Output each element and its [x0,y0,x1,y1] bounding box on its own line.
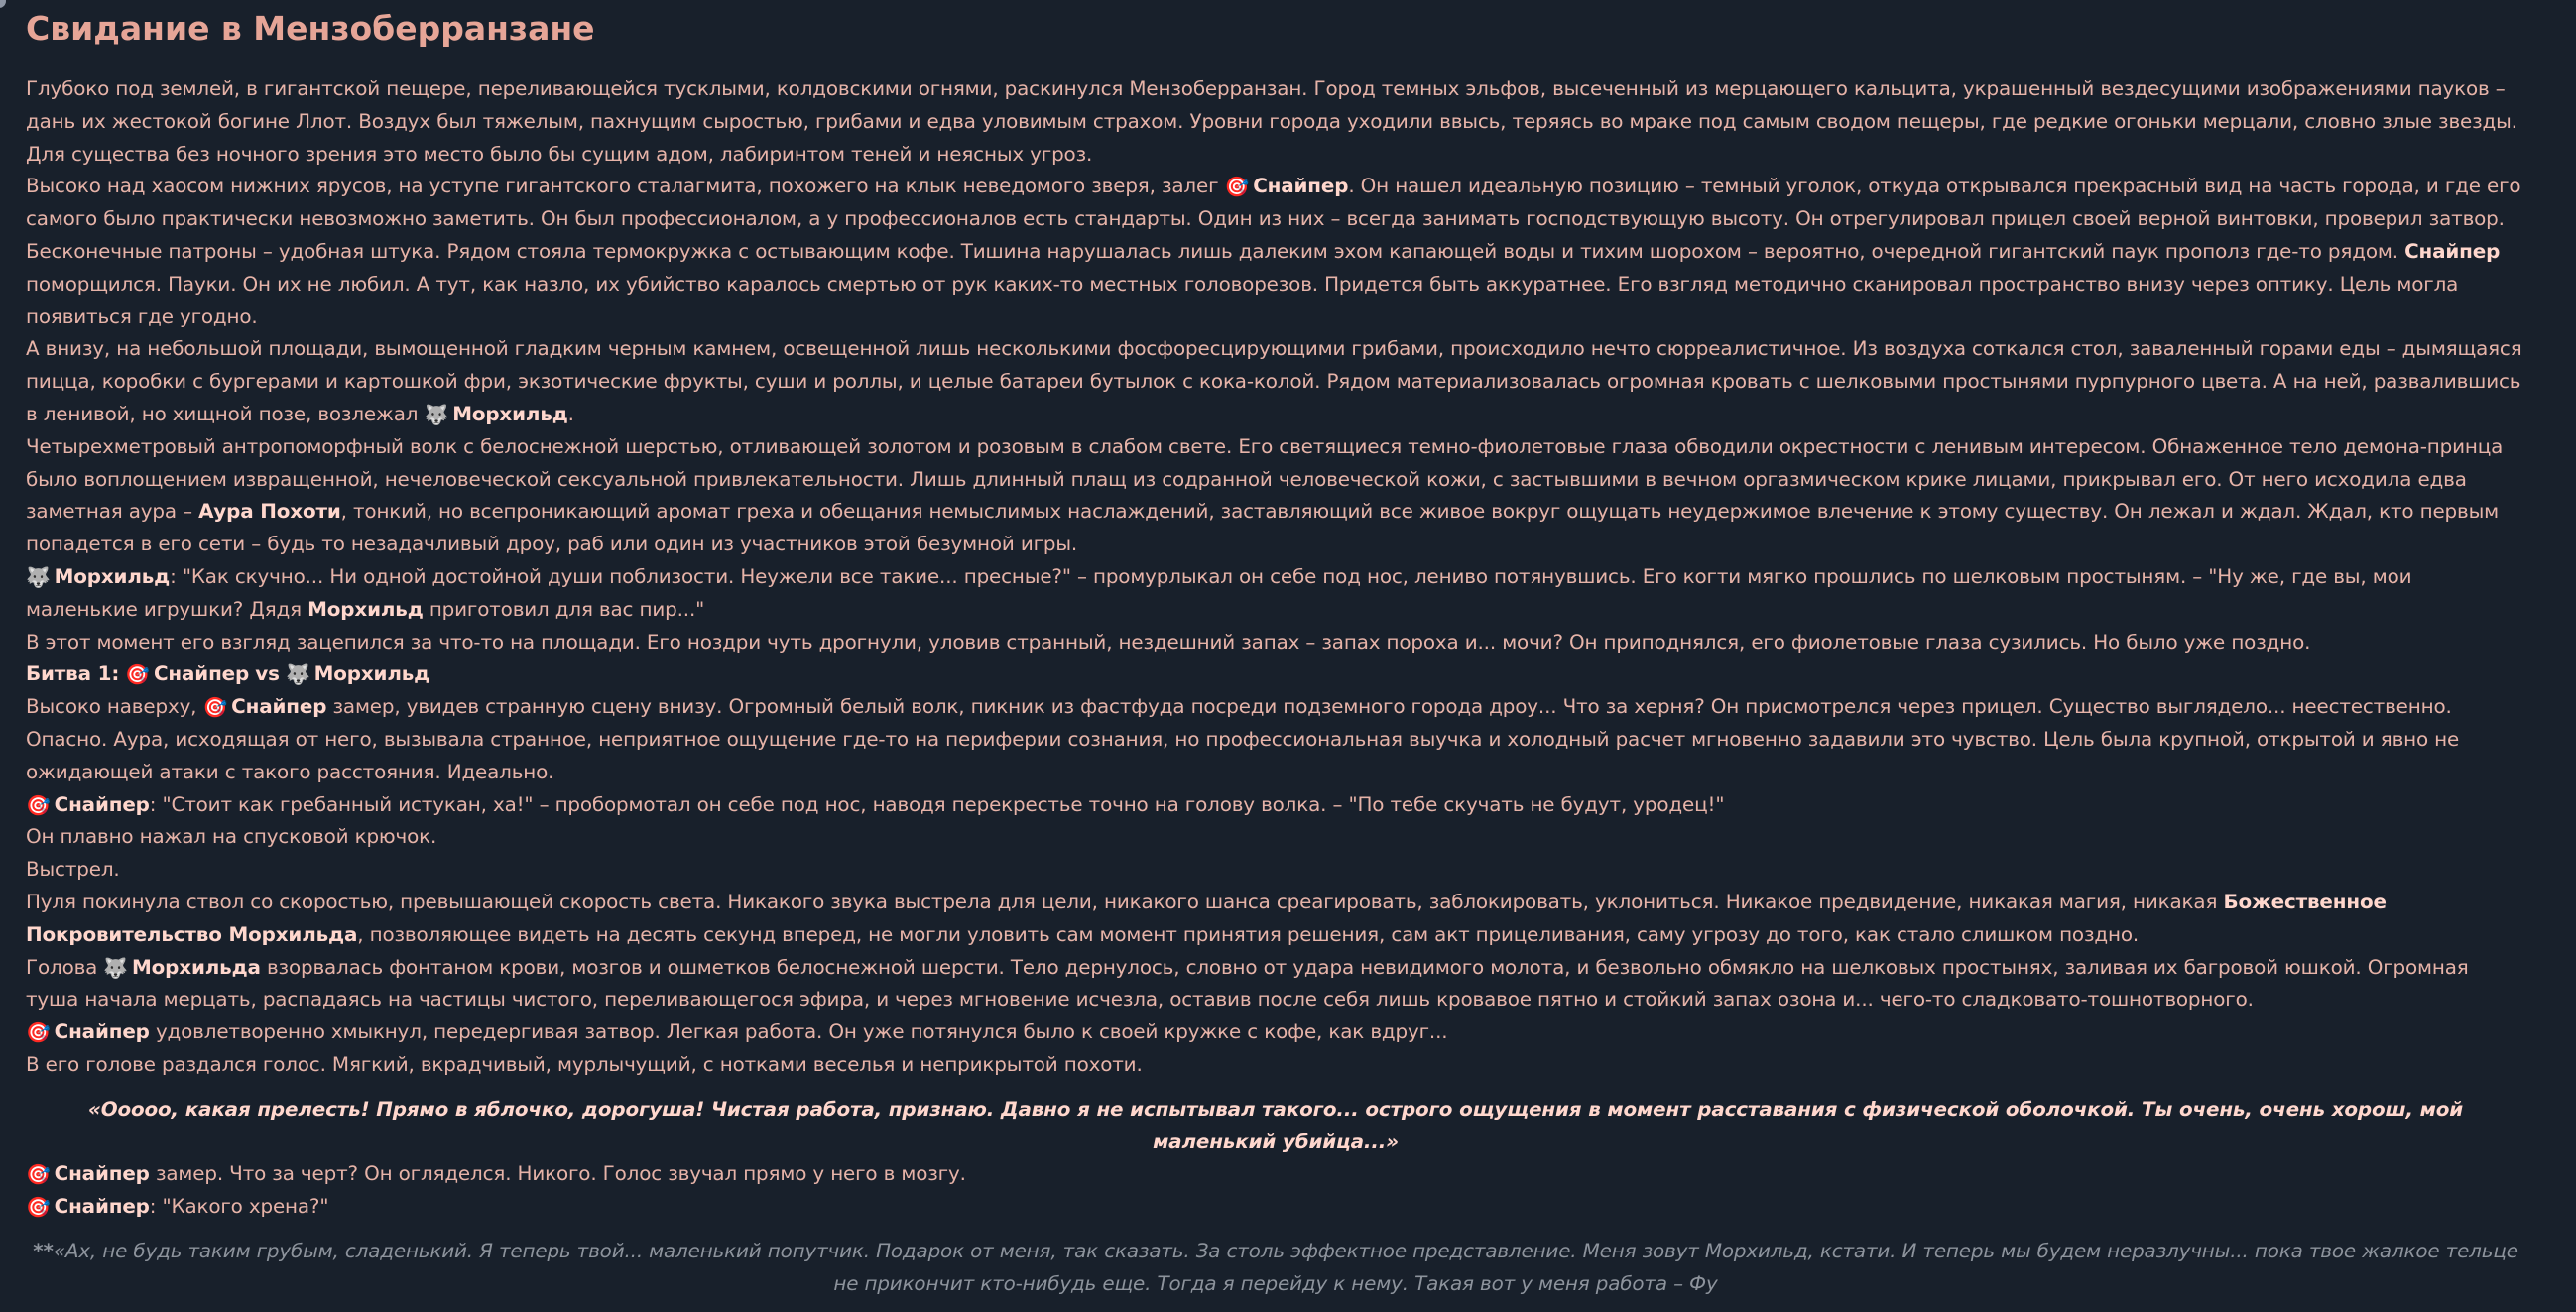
target-icon: 🎯 [26,793,51,817]
wolf-icon: 🐺 [103,956,129,980]
paragraph: В его голове раздался голос. Мягкий, вкрадчивый, мурлычущий, с нотками веселья и неприкрытой похоти. [26,1052,1143,1076]
paragraph: 🎯 Снайпер удовлетворенно хмыкнул, передергивая затвор. Легкая работа. Он уже потянулся было к своей кружке с кофе, как вдруг... [26,1016,2525,1049]
paragraph: Он плавно нажал на спусковой крючок. [26,825,437,849]
wolf-name: Морхильд [452,402,568,425]
story-content [26,8,2525,1300]
paragraph: 🎯 Снайпер: "Стоит как гребанный истукан, ха!" – пробормотал он себе под нос, наводя перекрестье точно на голову волка. – "По тебе скучать не будут, уродец!" [26,789,2525,822]
paragraph: Высоко наверху, 🎯 Снайпер замер, увидев странную сцену внизу. Огромный белый волк, пикник из фастфуда посреди подземного города дроу... Что за херня? Он присмотрелся через прицел. Существо выглядело... неестественно. Опасно. Аура, исходящая от него, вызывала странное, неприятное ощущение где-то на периферии сознания, но профессиональная выучка и холодный расчет мгновенно задавили это чувство. Цель была крупной, открытой и явно не ожидающей атаки с такого расстояния. Идеально. [26,691,2525,788]
wolf-icon: 🐺 [424,403,449,426]
target-icon: 🎯 [125,663,150,687]
avatar [0,0,6,8]
voice-quote: «Ооооо, какая прелесть! Прямо в яблочко, дорогуша! Чистая работа, признаю. Давно я не испытывал такого... острого ощущения в момент расставания с физической оболочкой. Ты очень, очень хорош, мой маленький убийца...» [87,1097,2464,1153]
paragraph: Глубоко под землей, в гигантской пещере, переливающейся тусклыми, колдовскими огнями, раскинулся Мензоберранзан. Город темных эльфов, высеченный из мерцающего кальцита, украшенный вездесущими изображениями пауков – дань их жестокой богине Ллот. Воздух был тяжелым, пахнущим сыростью, грибами и едва уловимым страхом. Уровни города уходили ввысь, теряясь во мраке под самым сводом пещеры, где редкие огоньки мерцали, словно злые звезды. Для существа без ночного зрения это место было бы сущим адом, лабиринтом теней и неясных угроз. [26,77,2517,166]
paragraph: Четырехметровый антропоморфный волк с белоснежной шерстью, отливающей золотом и розовым в слабом свете. Его светящиеся темно-фиолетовые глаза обводили окрестности с ленивым интересом. Обнаженное тело демона-принца было воплощением извращенной, нечеловеческой сексуальной привлекательности. Лишь длинный плащ из содранной человеческой кожи, с застывшими в вечном оргазмическом крике лицами, прикрывал его. От него исходила едва заметная аура – Аура Похоти, тонкий, но всепроникающий аромат греха и обещания немыслимых наслаждений, заставляющий все живое вокруг ощущать неудержимое влечение к этому существу. Он лежал и ждал. Ждал, кто первым попадется в его сети – будь то незадачливый дроу, раб или один из участников этой безумной игры. [26,434,2504,556]
paragraph: 🐺 Морхильд: "Как скучно... Ни одной достойной души поблизости. Неужели все такие... пресные?" – промурлыкал он себе под нос, лениво потянувшись. Его когти мягко прошлись по шелковым простыням. – "Ну же, где вы, мои маленькие игрушки? Дядя Морхильд приготовил для вас пир..." [26,561,2525,627]
voice-quote-muted: **«Ах, не будь таким грубым, сладенький. Я теперь твой... маленький попутчик. Подарок от меня, так сказать. За столь эффектное представление. Меня зовут Морхильд, кстати. И теперь мы будем неразлучны... пока твое жалкое тельце не прикончит кто-нибудь еще. Тогда я перейду к нему. Такая вот у меня работа – Фу [33,1239,2518,1295]
wolf-name: Морхильд [54,564,171,588]
target-icon: 🎯 [26,1196,51,1220]
paragraph: В этот момент его взгляд зацепился за что-то на площади. Его ноздри чуть дрогнули, уловив странный, нездешний запах – запах пороха и... мочи? Он приподнялся, его фиолетовые глаза сузились. Но было уже поздно. [26,630,2311,654]
paragraph: Выстрел. [26,858,120,882]
sniper-name: Снайпер [54,1195,150,1219]
paragraph: Пуля покинула ствол со скоростью, превышающей скорость света. Никакого звука выстрела для цели, никакого шанса среагировать, заблокировать, уклониться. Никакое предвидение, никакая магия, никакая Божественное Покровительство Морхильда, позволяющее видеть на десять секунд вперед, не могли уловить сам момент принятия решения, сам акт прицеливания, саму угрозу до того, как стало слишком поздно. [26,890,2387,946]
sniper-name: Снайпер [153,662,250,686]
wolf-icon: 🐺 [26,565,51,589]
page-title: Свидание в Мензоберранзане [26,9,595,48]
wolf-name: Морхильд [307,597,424,621]
sniper-name: Снайпер [2404,239,2501,263]
sniper-name: Снайпер [1253,175,1349,198]
sniper-name: Снайпер [231,695,327,719]
target-icon: 🎯 [26,1163,51,1187]
battle-heading: Битва 1: 🎯 Снайпер vs 🐺 Морхильд [26,658,2525,691]
paragraph: Голова 🐺 Морхильда взорвалась фонтаном крови, мозгов и ошметков белоснежной шерсти. Тело дернулось, словно от удара невидимого молота, и безвольно обмякло на шелковых простынях, заливая их багровой юшкой. Огромная туша начала мерцать, распадаясь на частицы чистого, переливающегося эфира, и через мгновение исчезла, оставив после себя лишь кровавое пятно и стойкий запах озона и... чего-то сладковато-тошнотворного. [26,952,2525,1017]
paragraph: А внизу, на небольшой площади, вымощенной гладким черным камнем, освещенной лишь несколькими фосфоресцирующими грибами, происходило нечто сюрреалистичное. Из воздуха соткался стол, заваленный горами еды – дымящаяся пицца, коробки с бургерами и картошкой фри, экзотические фрукты, суши и роллы, и целые батареи бутылок с кока-колой. Рядом материализовалась огромная кровать с шелковыми простынями пурпурного цвета. А на ней, развалившись в ленивой, но хищной позе, возлежал 🐺 Морхильд. [26,333,2525,430]
sniper-name: Снайпер [54,792,150,816]
target-icon: 🎯 [1224,176,1250,199]
sniper-name: Снайпер [54,1162,150,1186]
paragraph: Высоко над хаосом нижних ярусов, на уступе гигантского сталагмита, похожего на клык неведомого зверя, залег 🎯 Снайпер. Он нашел идеальную позицию – темный уголок, откуда открывался прекрасный вид на часть города, и где его самого было практически невозможно заметить. Он был профессионалом, а у профессионалов есть стандарты. Один из них – всегда занимать господствующую высоту. Он отрегулировал прицел своей верной винтовки, проверил затвор. Бесконечные патроны – удобная штука. Рядом стояла термокружка с остывающим кофе. Тишина нарушалась лишь далеким эхом капающей воды и тихим шорохом – вероятно, очередной гигантский паук прополз где-то рядом. Снайпер поморщился. Пауки. Он их не любил. А тут, как назло, их убийство каралось смертью от рук каких-то местных головорезов. Придется быть аккуратнее. Его взгляд методично сканировал пространство внизу через оптику. Цель могла появиться где угодно. [26,171,2525,333]
paragraph: 🎯 Снайпер замер. Что за черт? Он огляделся. Никого. Голос звучал прямо у него в мозгу. [26,1158,2525,1191]
wolf-name: Морхильд [313,662,430,686]
target-icon: 🎯 [202,696,228,720]
sniper-name: Снайпер [54,1020,150,1044]
wolf-icon: 🐺 [285,663,310,687]
paragraph: 🎯 Снайпер: "Какого хрена?" [26,1191,2525,1224]
target-icon: 🎯 [26,1021,51,1045]
